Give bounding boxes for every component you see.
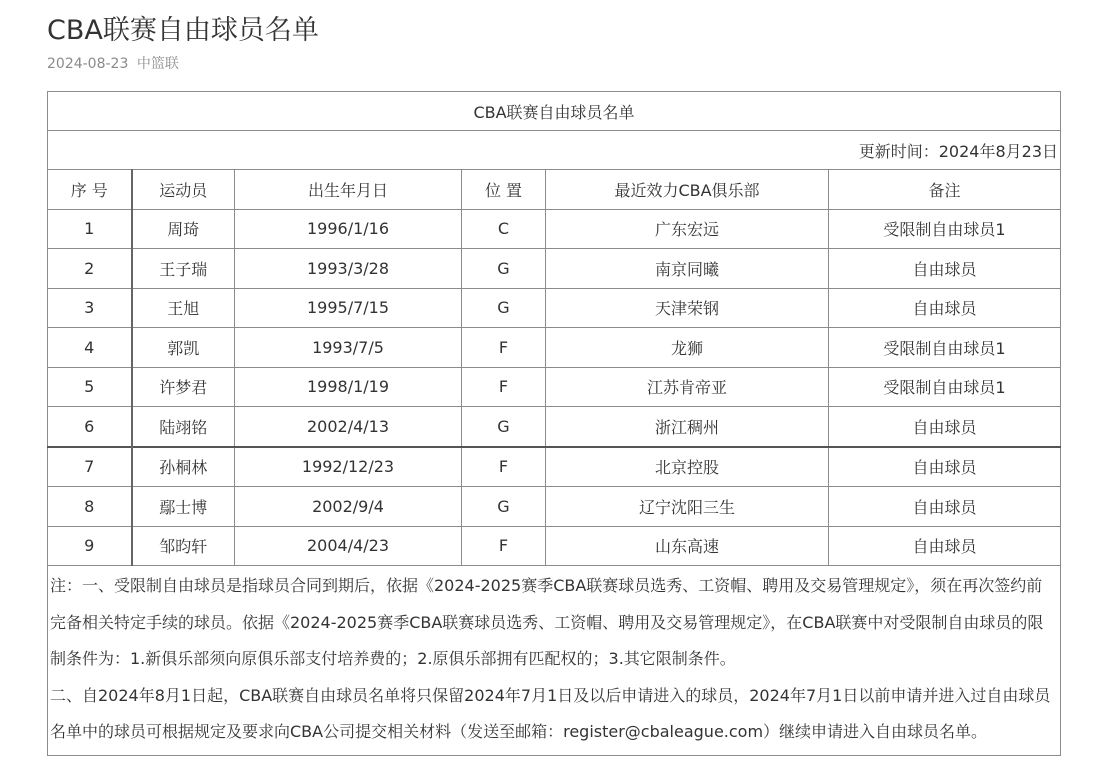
header-club: 最近效力CBA俱乐部	[546, 170, 829, 210]
cell-index: 1	[48, 209, 132, 249]
cell-index: 8	[48, 487, 132, 527]
header-index: 序 号	[48, 170, 132, 210]
table-row	[48, 526, 1061, 566]
table-header-row	[48, 170, 1061, 210]
cell-remark: 自由球员	[829, 487, 1061, 527]
note-paragraph: 二、自2024年8月1日起，CBA联赛自由球员名单将只保留2024年7月1日及以后申请进入的球员，2024年7月1日以前申请并进入过自由球员名单中的球员可根据规定及要求向CBA公司提交相关材料（发送至邮箱：register@cbaleague.com）继续申请进入自由球员名单。	[50, 685, 1051, 741]
table-row	[48, 487, 1061, 527]
cell-player: 郭凯	[132, 328, 235, 368]
table-row	[48, 249, 1061, 289]
cell-index: 9	[48, 526, 132, 566]
table-row	[48, 209, 1061, 249]
article-title: CBA联赛自由球员名单	[47, 15, 319, 46]
cell-index: 6	[48, 407, 132, 447]
table-row	[48, 407, 1061, 447]
cell-club: 北京控股	[546, 447, 829, 487]
cell-birthdate: 1995/7/15	[235, 288, 462, 328]
cell-birthdate: 1996/1/16	[235, 209, 462, 249]
cell-position: C	[462, 209, 546, 249]
cell-club: 南京同曦	[546, 249, 829, 289]
table-row	[48, 328, 1061, 368]
cell-remark: 受限制自由球员1	[829, 328, 1061, 368]
cell-player: 许梦君	[132, 367, 235, 407]
cell-club: 广东宏远	[546, 209, 829, 249]
cell-remark: 自由球员	[829, 249, 1061, 289]
cell-position: G	[462, 288, 546, 328]
cell-birthdate: 2002/9/4	[235, 487, 462, 527]
cell-birthdate: 2002/4/13	[235, 407, 462, 447]
cell-birthdate: 1998/1/19	[235, 367, 462, 407]
table-caption: CBA联赛自由球员名单	[48, 92, 1061, 131]
cell-remark: 自由球员	[829, 447, 1061, 487]
cell-player: 王子瑞	[132, 249, 235, 289]
cell-player: 孙桐林	[132, 447, 235, 487]
cell-club: 山东高速	[546, 526, 829, 566]
table-notes-row	[48, 566, 1061, 756]
cell-player: 邹昀轩	[132, 526, 235, 566]
cell-player: 周琦	[132, 209, 235, 249]
cell-birthdate: 1992/12/23	[235, 447, 462, 487]
cell-position: F	[462, 526, 546, 566]
cell-club: 龙狮	[546, 328, 829, 368]
cell-index: 5	[48, 367, 132, 407]
cell-birthdate: 2004/4/23	[235, 526, 462, 566]
cell-position: G	[462, 407, 546, 447]
cell-remark: 自由球员	[829, 526, 1061, 566]
cell-index: 4	[48, 328, 132, 368]
cell-position: G	[462, 249, 546, 289]
header-player: 运动员	[132, 170, 235, 210]
cell-player: 陆翊铭	[132, 407, 235, 447]
cell-birthdate: 1993/3/28	[235, 249, 462, 289]
header-remark: 备注	[829, 170, 1061, 210]
free-agent-table	[47, 91, 1061, 756]
cell-club: 天津荣钢	[546, 288, 829, 328]
table-row	[48, 447, 1061, 487]
update-time: 更新时间：2024年8月23日	[48, 131, 1061, 170]
header-birthdate: 出生年月日	[235, 170, 462, 210]
cell-position: F	[462, 328, 546, 368]
cell-index: 7	[48, 447, 132, 487]
table-row	[48, 367, 1061, 407]
cell-index: 3	[48, 288, 132, 328]
table-update-row	[48, 131, 1061, 170]
cell-remark: 自由球员	[829, 407, 1061, 447]
article-source: 中篮联	[136, 56, 179, 72]
table-row	[48, 288, 1061, 328]
cell-remark: 受限制自由球员1	[829, 209, 1061, 249]
cell-club: 浙江稠州	[546, 407, 829, 447]
table-caption-row	[48, 92, 1061, 131]
header-position: 位 置	[462, 170, 546, 210]
cell-remark: 受限制自由球员1	[829, 367, 1061, 407]
cell-position: F	[462, 367, 546, 407]
cell-birthdate: 1993/7/5	[235, 328, 462, 368]
table-notes	[48, 566, 1061, 756]
article-meta	[47, 53, 179, 73]
cell-index: 2	[48, 249, 132, 289]
cell-position: G	[462, 487, 546, 527]
cell-club: 江苏肯帝亚	[546, 367, 829, 407]
cell-player: 王旭	[132, 288, 235, 328]
cell-club: 辽宁沈阳三生	[546, 487, 829, 527]
cell-remark: 自由球员	[829, 288, 1061, 328]
note-paragraph: 注：一、受限制自由球员是指球员合同到期后，依据《2024-2025赛季CBA联赛球员选秀、工资帽、聘用及交易管理规定》，须在再次签约前完备相关特定手续的球员。依据《2024-2025赛季CBA联赛球员选秀、工资帽、聘用及交易管理规定》，在CBA联赛中对受限制自由球员的限制条件为：1.新俱乐部须向原俱乐部支付培养费的；2.原俱乐部拥有匹配权的；3.其它限制条件。	[50, 576, 1044, 668]
cell-player: 鄢士博	[132, 487, 235, 527]
cell-position: F	[462, 447, 546, 487]
article-date: 2024-08-23	[47, 56, 129, 72]
